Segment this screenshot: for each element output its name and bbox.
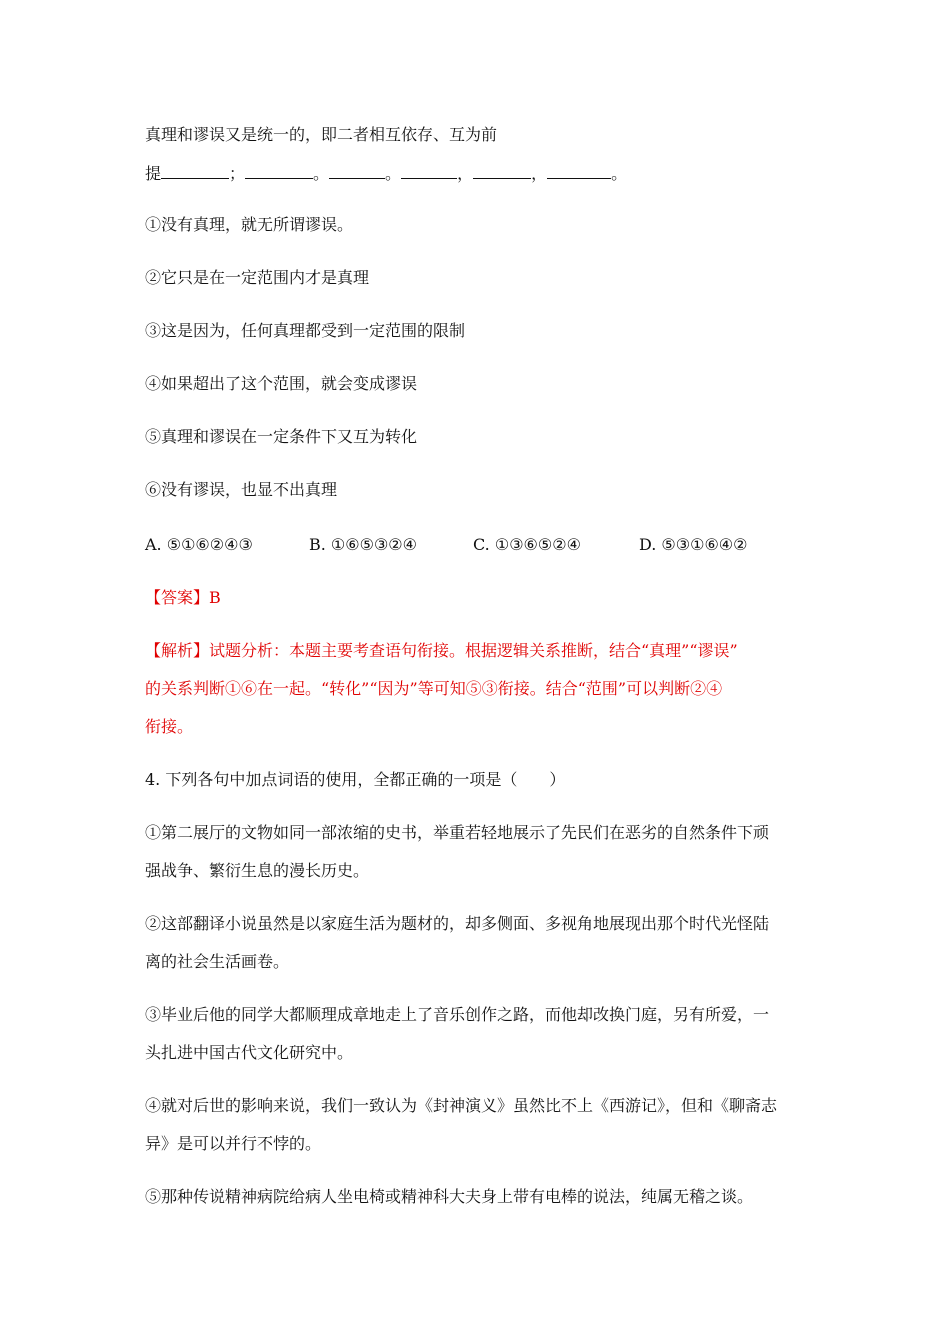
answer-blank-2	[245, 163, 313, 179]
q4-item-3-line1: ③毕业后他的同学大都顺理成章地走上了音乐创作之路，而他却改换门庭，另有所爱，一	[145, 1005, 770, 1024]
q3-item-3: ③这是因为，任何真理都受到一定范围的限制	[145, 321, 466, 340]
q3-sep: 。	[611, 164, 628, 183]
q4-stem: 4. 下列各句中加点词语的使用，全都正确的一项是（ ）	[145, 770, 566, 789]
q3-stem-prefix: 提	[145, 164, 162, 183]
answer-blank-4	[401, 163, 457, 179]
q3-item-1: ①没有真理，就无所谓谬误。	[145, 215, 354, 234]
q3-item-2: ②它只是在一定范围内才是真理	[145, 268, 370, 287]
q3-stem-line1: 真理和谬误又是统一的，即二者相互依存、互为前	[145, 125, 498, 144]
q3-stem-line2	[145, 163, 627, 184]
q4-item-3-line2: 头扎进中国古代文化研究中。	[145, 1043, 354, 1062]
analysis-line-3: 衔接。	[145, 717, 194, 736]
option-a: A. ⑤①⑥②④③	[145, 535, 253, 554]
analysis-line-2: 的关系判断①⑥在一起。“转化”“因为”等可知⑤③衔接。结合“范围”可以判断②④	[145, 679, 723, 698]
q3-options	[145, 535, 748, 555]
analysis-line-1: 【解析】试题分析：本题主要考查语句衔接。根据逻辑关系推断，结合“真理”“谬误”	[145, 641, 738, 660]
q3-sep: ，	[457, 164, 474, 183]
q4-item-1-line1: ①第二展厅的文物如同一部浓缩的史书，举重若轻地展示了先民们在恶劣的自然条件下顽	[145, 823, 770, 842]
answer-blank-5	[473, 163, 531, 179]
option-c: C. ①③⑥⑤②④	[473, 535, 581, 554]
q4-item-2-line1: ②这部翻译小说虽然是以家庭生活为题材的，却多侧面、多视角地展现出那个时代光怪陆	[145, 914, 770, 933]
q3-item-6: ⑥没有谬误，也显不出真理	[145, 480, 338, 499]
q3-item-5: ⑤真理和谬误在一定条件下又互为转化	[145, 427, 418, 446]
answer-label: 【答案】B	[145, 588, 221, 607]
option-b: B. ①⑥⑤③②④	[309, 535, 417, 554]
q3-sep: ；	[229, 164, 246, 183]
option-d: D. ⑤③①⑥④②	[639, 535, 748, 554]
q3-sep: 。	[313, 164, 330, 183]
q4-item-5: ⑤那种传说精神病院给病人坐电椅或精神科大夫身上带有电棒的说法，纯属无稽之谈。	[145, 1187, 754, 1206]
answer-blank-6	[547, 163, 611, 179]
q3-sep: 。	[385, 164, 402, 183]
answer-blank-1	[161, 163, 229, 179]
q3-sep: ，	[531, 164, 548, 183]
q4-item-1-line2: 强战争、繁衍生息的漫长历史。	[145, 861, 370, 880]
q3-item-4: ④如果超出了这个范围，就会变成谬误	[145, 374, 418, 393]
q4-item-2-line2: 离的社会生活画卷。	[145, 952, 290, 971]
q4-item-4-line2: 异》是可以并行不悖的。	[145, 1134, 322, 1153]
q4-item-4-line1: ④就对后世的影响来说，我们一致认为《封神演义》虽然比不上《西游记》，但和《聊斋志	[145, 1096, 778, 1115]
answer-blank-3	[329, 163, 385, 179]
